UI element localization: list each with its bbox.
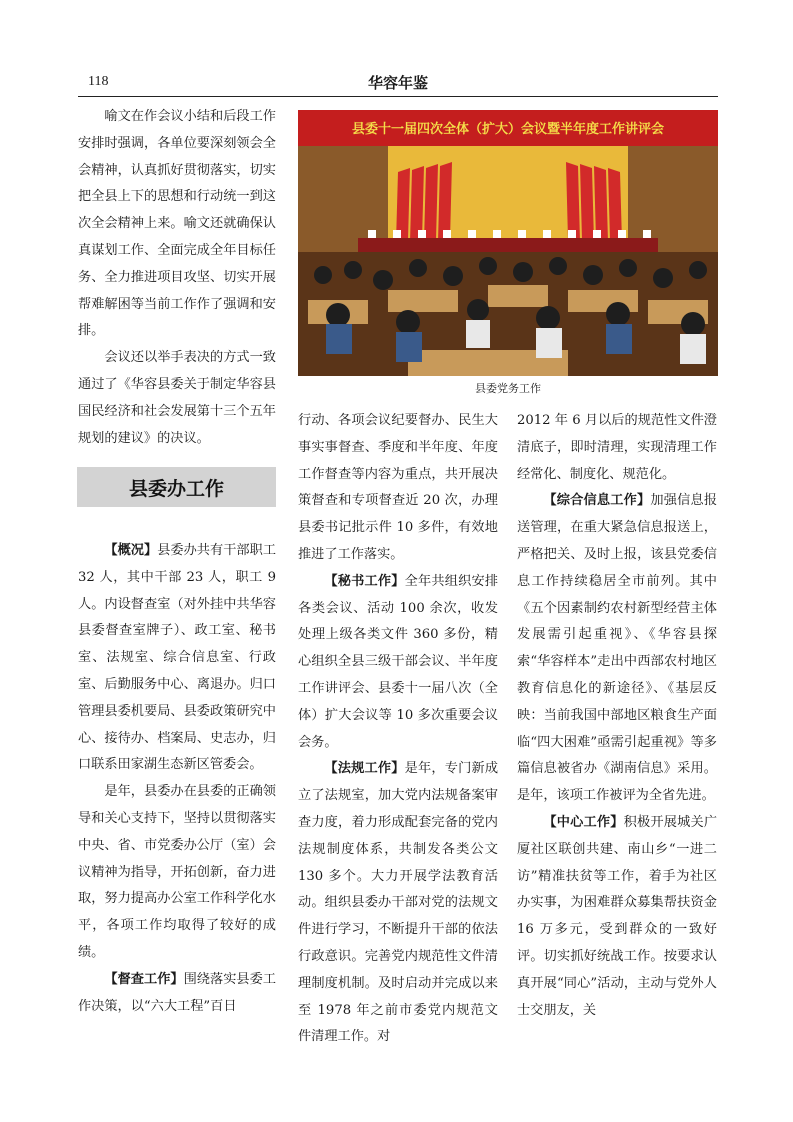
- header-rule: [78, 96, 718, 97]
- page-number: 118: [88, 74, 109, 89]
- paragraph: 【法规工作】是年，专门新成立了法规室，加大党内法规备案审查力度，着力形成配套完备的党内法规制度体系，共制发各类公文 130 多个。大力开展学法教育活动。组织县委办干部对党的法规文件进行学习，不断提升干部的依法行政意识。完善党内规范性文件清理制度机制。及时启动并完成以来至 1978 年之前市委党内规范文件清理工作。对: [298, 761, 499, 1045]
- photo-caption: 县委党务工作: [475, 382, 541, 395]
- paragraph-tag: 【督查工作】: [104, 971, 184, 987]
- paragraph: 【概况】县委办共有干部职工 32 人，其中干部 23 人，职工 9 人。内设督查室（对外挂中共华容县委督查室牌子）、政工室、秘书室、法规室、综合信息室、行政室、后勤服务中心、离退办。归口管理县委机要局、县委政策研究中心、接待办、档案局、史志办，归口联系田家湖生态新区管委会。: [78, 543, 277, 773]
- paragraph: 会议还以举手表决的方式一致通过了《华容县委关于制定华容县国民经济和社会发展第十三个五年规划的建议》的决议。: [78, 350, 276, 446]
- running-header: [78, 72, 718, 94]
- paragraph: 2012 年 6 月以后的规范性文件澄清底子，即时清理，实现清理工作经常化、制度化、规范化。: [517, 413, 717, 482]
- section-heading-box: [77, 467, 276, 507]
- paragraph-tag: 【概况】: [104, 543, 158, 558]
- column-2: [298, 408, 498, 1051]
- column-1-lower: [78, 538, 276, 1020]
- photo-banner-text: 县委十一届四次全体（扩大）会议暨半年度工作讲评会: [351, 122, 665, 137]
- paragraph: 喻文在作会议小结和后段工作安排时强调，各单位要深刻领会全会精神，认真抓好贯彻落实，切实把全县上下的思想和行动统一到这次全会精神上来。喻文还就确保认真谋划工作、全面完成全年目标任务、全力推进项目攻坚、切实开展帮难解困等当前工作作了强调和安排。: [78, 109, 276, 339]
- paragraph-tag: 【综合信息工作】: [543, 493, 651, 509]
- paragraph: 【综合信息工作】加强信息报送管理，在重大紧急信息报送上，严格把关、及时上报，该县党委信息工作持续稳居全市前列。其中《五个因素制约农村新型经营主体发展需引起重视》、《华容县探索“华容样本”走出中西部农村地区教育信息化的新途径》、《基层反映：当前我国中部地区粮食生产面临“四大困难”亟需引起重视》等多篇信息被省办《湖南信息》采用。是年，该项工作被评为全省先进。: [517, 493, 718, 804]
- meeting-photo: [298, 110, 718, 376]
- book-title: 华容年鉴: [367, 74, 428, 92]
- paragraph-tag: 【法规工作】: [324, 761, 405, 777]
- paragraph: 是年，县委办在县委的正确领导和关心支持下，坚持以贯彻落实中央、省、市党委办公厅（室）会议精神为指导，开拓创新，奋力进取，努力提高办公室工作科学化水平，各项工作均取得了较好的成绩。: [78, 784, 276, 960]
- column-1: [78, 104, 276, 452]
- paragraph: 【督查工作】围绕落实县委工作决策，以“六大工程”百日: [78, 971, 277, 1014]
- paragraph: 【秘书工作】全年共组织安排各类会议、活动 100 余次，收发处理上级各类文件 360 多份，精心组织全县三级干部会议、半年度工作讲评会、县委十一届八次（全体）扩大会议等 10 多次重要会议会务。: [298, 573, 499, 750]
- paragraph-tag: 【中心工作】: [543, 814, 624, 830]
- paragraph: 行动、各项会议纪要督办、民生大事实事督查、季度和半年度、年度工作督查等内容为重点，共开展决策督查和专项督查近 20 次，办理县委书记批示件 10 多件，有效地推进了工作落实。: [298, 413, 498, 562]
- column-3: [517, 408, 717, 1024]
- section-title: 县委办工作: [128, 477, 224, 500]
- paragraph-tag: 【秘书工作】: [324, 573, 405, 589]
- paragraph: 【中心工作】积极开展城关广厦社区联创共建、南山乡“一进二访”精准扶贫等工作，着手为社区办实事，为困难群众募集帮扶资金 16 万多元，受到群众的一致好评。切实抓好统战工作。按要求认真开展“同心”活动，主动与党外人士交朋友，关: [517, 814, 718, 1018]
